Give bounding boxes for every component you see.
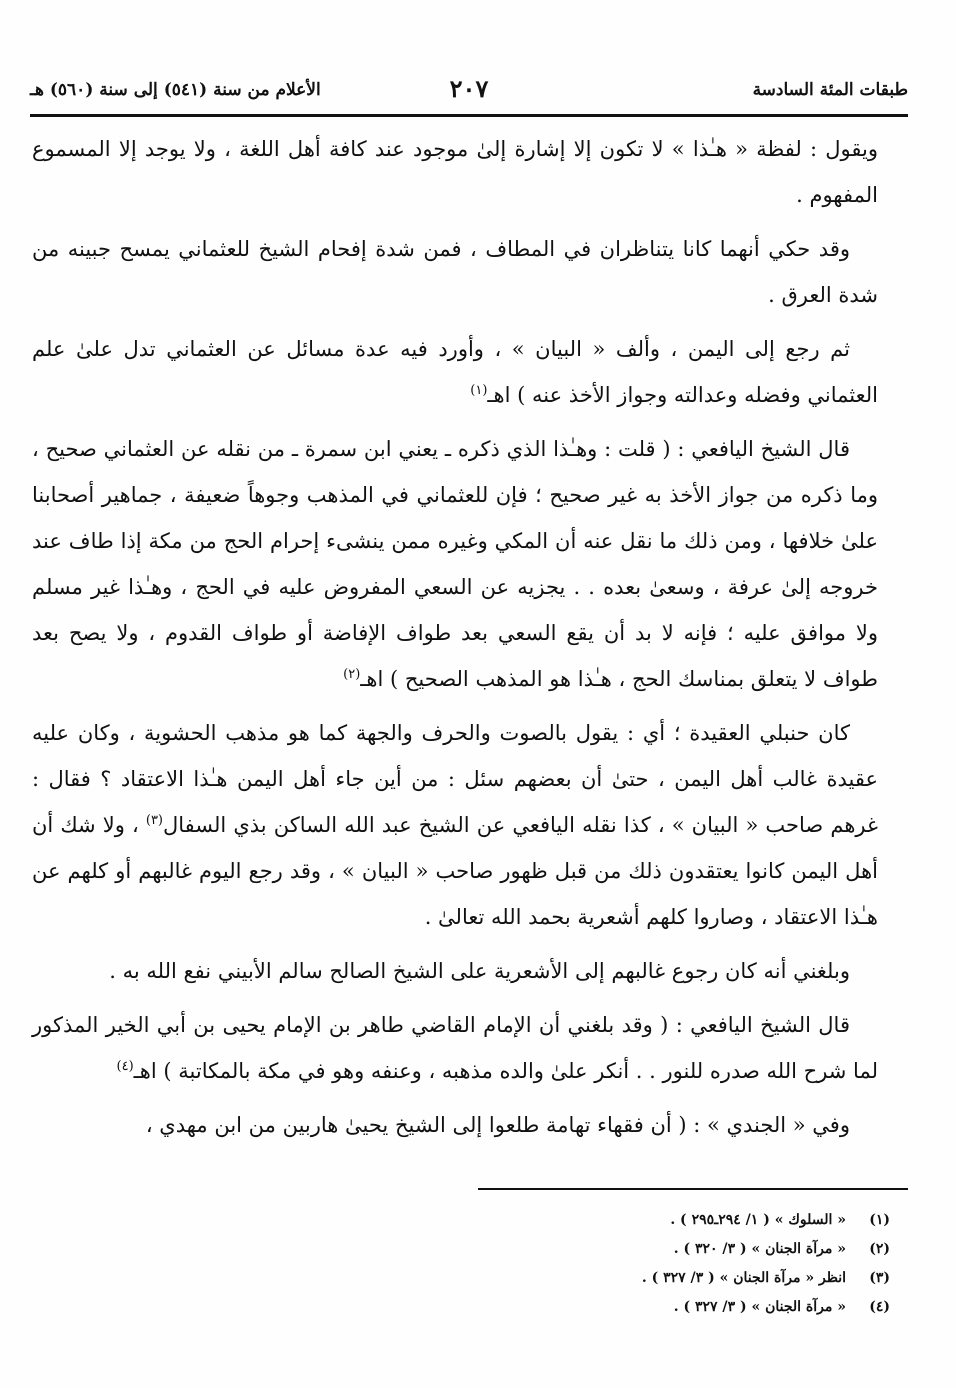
paragraph: [32, 126, 878, 218]
footnote-text: « مرآة الجنان » ( ٣/ ٣٢٧ ) .: [673, 1299, 846, 1315]
footnote-ref: (٣): [145, 813, 163, 828]
footnote: [470, 1293, 890, 1322]
paragraph-text: وفي « الجندي » : ( أن فقهاء تهامة طلعوا إلى الشيخ يحيىٰ هاربين من ابن مهدي ،: [145, 1113, 850, 1137]
paragraph: [32, 426, 878, 702]
page-header: [30, 74, 908, 117]
paragraph: [32, 1102, 878, 1148]
footnote-number: (٢): [869, 1241, 890, 1257]
footnote-ref: (٤): [116, 1059, 134, 1074]
paragraph-text: وقد حكي أنهما كانا يتناظران في المطاف ، فمن شدة إفحام الشيخ للعثماني يمسح جبينه من شدة العرق .: [32, 237, 878, 307]
paragraph: [32, 226, 878, 318]
footnote-ref: (٢): [343, 667, 361, 682]
page-number: ٢٠٧: [449, 74, 489, 103]
footnote: [470, 1235, 890, 1264]
paragraph-text: ، ولا شك أن أهل اليمن كانوا يعتقدون ذلك من قبل ظهور صاحب « البيان » ، وقد رجع اليوم غالبهم أو كلهم عن هـٰذا الاعتقاد ، وصاروا كلهم أشعرية بحمد الله تعالىٰ .: [32, 813, 878, 929]
footnote-text: انظر « مرآة الجنان » ( ٣/ ٣٢٧ ) .: [641, 1270, 846, 1286]
footnote-number: (٤): [869, 1299, 890, 1315]
paragraph: [32, 326, 878, 418]
footnote-number: (١): [869, 1212, 890, 1228]
paragraph-text: ثم رجع إلى اليمن ، وألف « البيان » ، وأورد فيه عدة مسائل عن العثماني تدل علىٰ علم العثماني وفضله وعدالته وجواز الأخذ عنه ) اهـ: [32, 337, 878, 407]
paragraph-text: ويقول : لفظة « هـٰذا » لا تكون إلا إشارة إلىٰ موجود عند كافة أهل اللغة ، ولا يوجد إلا المسموع المفهوم .: [32, 137, 878, 207]
footnote-divider: [478, 1188, 908, 1190]
paragraph-text: كان حنبلي العقيدة ؛ أي : يقول بالصوت والحرف والجهة كما هو مذهب الحشوية ، وكان عليه عقيدة غالب أهل اليمن ، حتىٰ أن بعضهم سئل : من أين جاء أهل اليمن هـٰذا الاعتقاد ؟ فقال : غرهم صاحب « البيان » ، كذا نقله اليافعي عن الشيخ عبد الله الساكن بذي السفال: [32, 721, 878, 837]
footnote-ref: (١): [470, 383, 488, 398]
running-section-title: الأعلام من سنة (٥٤١) إلى سنة (٥٦٠) هـ: [30, 80, 321, 100]
footnote-text: « مرآة الجنان » ( ٣/ ٣٢٠ ) .: [673, 1241, 846, 1257]
footnote-number: (٣): [869, 1270, 890, 1286]
footnote-text: « السلوك » ( ١/ ٢٩٤ـ٢٩٥ ) .: [670, 1212, 846, 1228]
main-text: [32, 126, 878, 1156]
footnote: [470, 1264, 890, 1293]
footnotes: [470, 1206, 890, 1322]
paragraph: [32, 1002, 878, 1094]
running-book-title: طبقات المئة السادسة: [752, 80, 908, 100]
paragraph: [32, 948, 878, 994]
paragraph: [32, 710, 878, 940]
paragraph-text: قال الشيخ اليافعي : ( وقد بلغني أن الإمام القاضي طاهر بن الإمام يحيى بن أبي الخير المذكور لما شرح الله صدره للنور . . أنكر علىٰ والده مذهبه ، وعنفه وهو في مكة بالمكاتبة ) اهـ: [32, 1013, 878, 1083]
paragraph-text: قال الشيخ اليافعي : ( قلت : وهـٰذا الذي ذكره ـ يعني ابن سمرة ـ من نقله عن العثماني صحيح ، وما ذكره من جواز الأخذ به غير صحيح ؛ فإن للعثماني في المذهب وجوهاً ضعيفة ، جماهير أصحابنا علىٰ خلافها ، ومن ذلك ما نقل عنه أن المكي وغيره ممن ينشىء إحرام الحج من مكة إذا طاف عند خروجه إلىٰ عرفة ، وسعىٰ بعده . . يجزيه عن السعي المفروض عليه في الحج ، وهـٰذا غير مسلم ولا موافق عليه ؛ فإنه لا بد أن يقع السعي بعد طواف الإفاضة أو طواف القدوم ، ولا يصح بعد طواف لا يتعلق بمناسك الحج ، هـٰذا هو المذهب الصحيح ) اهـ: [32, 437, 878, 691]
paragraph-text: وبلغني أنه كان رجوع غالبهم إلى الأشعرية على الشيخ الصالح سالم الأبيني نفع الله به .: [109, 959, 850, 983]
footnote: [470, 1206, 890, 1235]
